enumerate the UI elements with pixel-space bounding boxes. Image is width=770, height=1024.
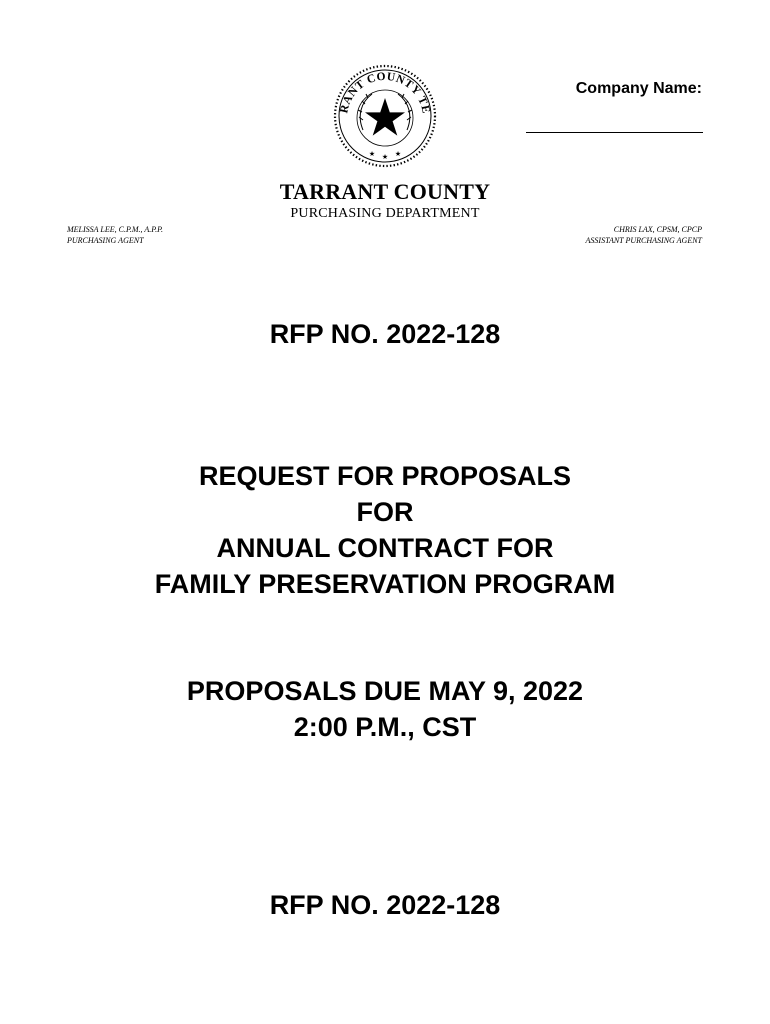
- county-seal-graphic: [330, 60, 440, 172]
- title-line: FAMILY PRESERVATION PROGRAM: [154, 569, 616, 599]
- purchasing-agent-title: PURCHASING AGENT: [67, 236, 144, 245]
- title-line: REQUEST FOR PROPOSALS: [198, 461, 572, 491]
- company-name-field[interactable]: [526, 132, 703, 133]
- due-date-block: [0, 673, 770, 745]
- proposal-title-block: [0, 458, 770, 602]
- due-time-line: 2:00 P.M., CST: [293, 712, 477, 742]
- county-seal: [330, 60, 440, 172]
- assistant-agent-title: ASSISTANT PURCHASING AGENT: [585, 236, 702, 245]
- purchasing-agent-name: MELISSA LEE, C.P.M., A.P.P.: [67, 225, 163, 234]
- purchasing-agent-block: [67, 224, 163, 246]
- title-line: FOR: [356, 497, 414, 527]
- svg-text:★: ★: [368, 150, 376, 158]
- assistant-agent-block: [586, 224, 702, 246]
- department-title: PURCHASING DEPARTMENT: [290, 206, 480, 221]
- title-line: ANNUAL CONTRACT FOR: [216, 533, 554, 563]
- svg-text:★: ★: [381, 153, 389, 161]
- county-title: TARRANT COUNTY: [279, 179, 491, 204]
- svg-text:TARRANT COUNTY TEXAS: RANT COUNTY TE: [338, 70, 432, 115]
- rfp-number-top: RFP NO. 2022-128: [269, 319, 501, 349]
- rfp-number-bottom: RFP NO. 2022-128: [269, 890, 501, 920]
- svg-text:★: ★: [394, 150, 402, 158]
- company-name-label: Company Name:: [575, 80, 702, 97]
- assistant-agent-name: CHRIS LAX, CPSM, CPCP: [613, 225, 702, 234]
- due-date-line: PROPOSALS DUE MAY 9, 2022: [186, 676, 584, 706]
